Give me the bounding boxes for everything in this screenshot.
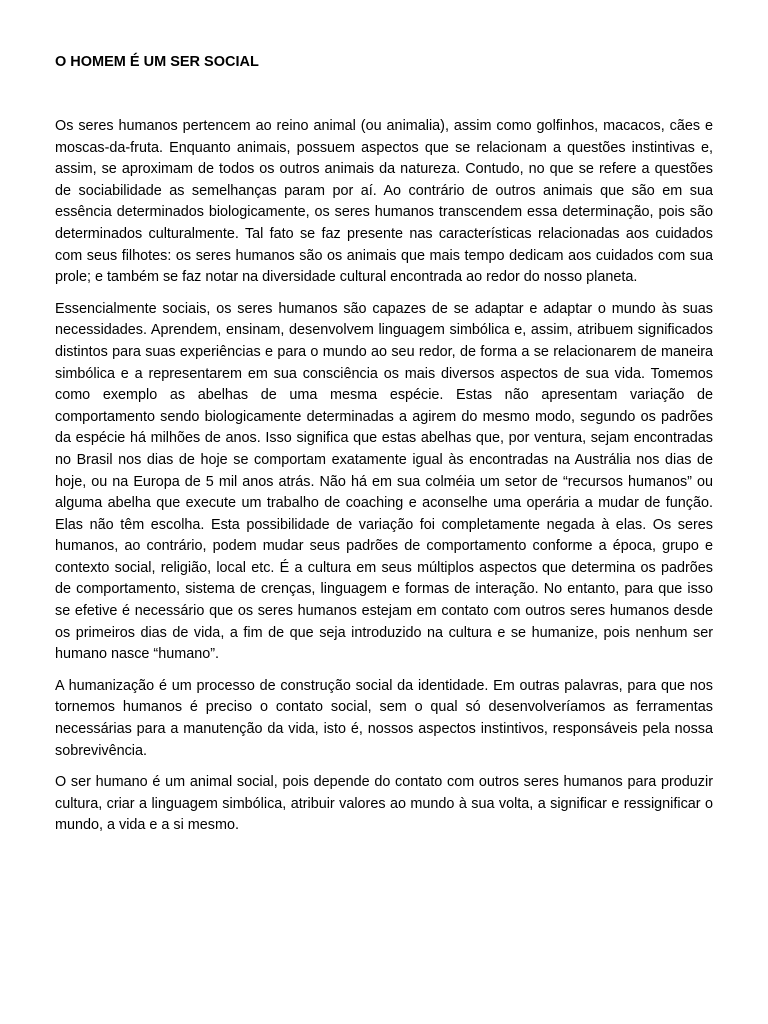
paragraph-2: Essencialmente sociais, os seres humanos são capazes de se adaptar e adaptar o mundo às suas necessidades. Aprendem, ensinam, desenvolvem linguagem simbólica e, assim, atribuem significados distintos para suas experiências e para o mundo ao seu redor, de forma a se relacionarem de maneira simbólica e a representarem em sua consciência os mais diversos aspectos de sua vida. Tomemos como exemplo as abelhas de uma mesma espécie. Estas não apresentam variação de comportamento sendo biologicamente determinadas a agirem do mesmo modo, segundo os padrões da espécie há milhões de anos. Isso significa que estas abelhas que, por ventura, sejam encontradas no Brasil nos dias de hoje se comportam exatamente igual às encontradas na Austrália nos dias de hoje, ou na Europa de 5 mil anos atrás. Não há em sua colméia um setor de “recursos humanos” ou alguma abelha que execute um trabalho de coaching e aconselhe uma operária a mudar de função. Elas não têm escolha. Esta possibilidade de variação foi completamente negada à elas. Os seres humanos, ao contrário, podem mudar seus padrões de comportamento conforme a época, grupo e contexto social, religião, local etc. É a cultura em seus múltiplos aspectos que determina os padrões de comportamento, sistema de crenças, linguagem e formas de interação. No entanto, para que isso se efetive é necessário que os seres humanos estejam em contato com outros seres humanos desde os primeiros dias de vida, a fim de que seja introduzido na cultura e se humanize, pois nenhum ser humano nasce “humano”. <box>55 300 713 663</box>
document-title: O HOMEM É UM SER SOCIAL <box>55 54 259 70</box>
paragraph-1: Os seres humanos pertencem ao reino animal (ou animalia), assim como golfinhos, macacos, cães e moscas-da-fruta. Enquanto animais, possuem aspectos que se relacionam a questões instintivas e, assim, se aproximam de todos os outros animais da natureza. Contudo, no que se refere a questões de sociabilidade as semelhanças param por aí. Ao contrário de outros animais que são em sua essência determinados biologicamente, os seres humanos transcendem essa determinação, pois são determinados culturalmente. Tal fato se faz presente nas características relacionadas aos cuidados com seus filhotes: os seres humanos são os animais que mais tempo dedicam aos cuidados com sua prole; e também se faz notar na diversidade cultural encontrada ao redor do nosso planeta. <box>55 118 713 286</box>
paragraph-3: A humanização é um processo de construção social da identidade. Em outras palavras, para que nos tornemos humanos é preciso o contato social, sem o qual só desenvolveríamos as ferramentas necessárias para a manutenção da vida, isto é, nossos aspectos instintivos, responsáveis pela nossa sobrevivência. <box>55 677 713 759</box>
document-content <box>55 52 713 847</box>
paragraph-4: O ser humano é um animal social, pois depende do contato com outros seres humanos para produzir cultura, criar a linguagem simbólica, atribuir valores ao mundo à sua volta, a significar e ressignificar o mundo, a vida e a si mesmo. <box>55 774 713 834</box>
